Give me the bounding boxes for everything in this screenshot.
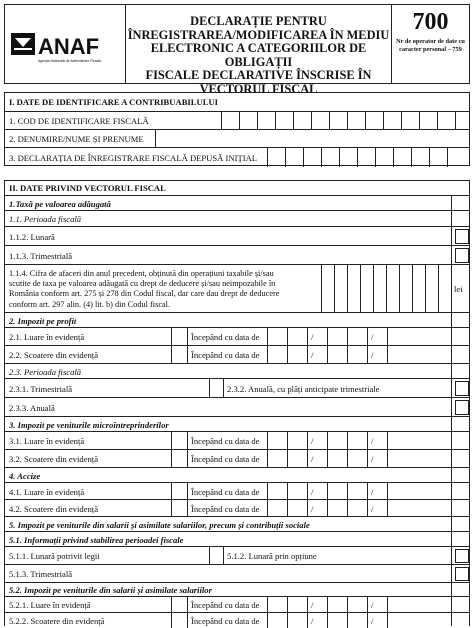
salarii-luare-checkbox[interactable] <box>171 597 187 613</box>
salarii-row <box>5 516 469 532</box>
salarii-luare-label: 5.2.1. Luare în evidență <box>9 600 91 610</box>
incepand-label: Începând cu data de <box>191 503 260 514</box>
profit-anuala-label: 2.3.3. Anuală <box>9 402 55 413</box>
tva-lunara-label: 1.1.2. Lunară <box>9 231 55 242</box>
tva-lunara-checkbox[interactable] <box>455 229 469 244</box>
section-identification <box>4 92 470 166</box>
section-vector-fiscal <box>4 180 470 626</box>
cifra-afaceri-line: conform art. 297 alin. (4) lit. b) din Codul fiscal. <box>9 299 171 309</box>
profit-scoatere-date[interactable]: / / <box>267 346 451 364</box>
tva-trimestriala-checkbox[interactable] <box>455 248 469 263</box>
micro-scoatere-label: 3.2. Scoatere din evidență <box>9 454 99 464</box>
salarii-scoatere-label: 5.2.2. Scoatere din evidență <box>9 615 105 626</box>
incepand-label: Începând cu data de <box>191 350 260 360</box>
profit-anuala-trim-checkbox[interactable] <box>455 381 469 396</box>
salarii-lunara-optiune-label: 5.1.2. Lunară prin opțiune <box>227 551 317 561</box>
cif-row <box>5 111 469 130</box>
tva-label: 1.Taxă pe valoarea adăugată <box>9 198 111 209</box>
cif-input[interactable] <box>221 112 469 130</box>
logo-area <box>5 5 126 83</box>
accize-scoatere-date[interactable]: / / <box>267 500 451 517</box>
accize-scoatere-label: 4.2. Scoatere din evidență <box>9 503 99 514</box>
tva-row <box>5 195 469 211</box>
cifra-afaceri-input[interactable] <box>321 265 451 313</box>
denumire-label: 2. DENUMIRE/NUME ȘI PRENUME <box>9 134 144 144</box>
form-title-line: ELECTRONIC A CATEGORIILOR DE OBLIGAȚII <box>150 41 367 69</box>
form-title-line: DECLARAȚIE PENTRU <box>190 14 327 28</box>
salarii-trimestriala-row <box>5 564 469 583</box>
incepand-label: Începând cu data de <box>191 486 260 497</box>
profit-anuala-checkbox[interactable] <box>455 400 469 415</box>
accize-row <box>5 467 469 483</box>
micro-luare-label: 3.1. Luare în evidență <box>9 436 85 446</box>
accize-label: 4. Accize <box>9 470 41 481</box>
salarii-info-row <box>5 531 469 547</box>
tva-lunara-row <box>5 226 469 246</box>
tva-period-label: 1.1. Perioada fiscală <box>9 214 82 224</box>
micro-label: 3. Impozit pe veniturile microîntreprinderilor <box>9 419 169 430</box>
salarii-label: 5. Impozit pe veniturile din salarii și asimilate salariilor, precum și contribuții sociale <box>9 519 310 530</box>
cifra-afaceri-line: scutite de taxa pe valoarea adăugată cu drept de deducere și/sau neimpozabile în <box>9 279 276 289</box>
impozit-profit-label: 2. Impozit pe profit <box>9 315 77 326</box>
accize-scoatere-checkbox[interactable] <box>171 500 187 517</box>
impozit-salarii-label: 5.2. Impozit pe veniturile din salarii și asimilate salariilor <box>9 585 212 595</box>
profit-luare-date[interactable]: / / <box>267 328 451 346</box>
denumire-row <box>5 129 469 148</box>
incepand-label: Începând cu data de <box>191 600 260 610</box>
profit-anuala-trim-label: 2.3.2. Anuală, cu plăți anticipate trimestriale <box>227 383 380 394</box>
salarii-lunara-row <box>5 546 469 565</box>
profit-scoatere-checkbox[interactable] <box>171 346 187 364</box>
profit-anuala-row <box>5 397 469 417</box>
micro-scoatere-row <box>5 449 469 468</box>
profit-luare-row <box>5 327 469 346</box>
form-number-note: Nr de operator de date cu caracter personal – 759 <box>396 38 465 53</box>
logo-text: ANAF <box>38 34 100 59</box>
salarii-lunara-legii-label: 5.1.1. Lunară potrivit legii <box>9 551 100 561</box>
salarii-luare-date[interactable]: / / <box>267 597 451 613</box>
profit-scoatere-label: 2.2. Scoatere din evidență <box>9 350 99 360</box>
accize-luare-row <box>5 482 469 500</box>
tva-trimestriala-label: 1.1.3. Trimestrială <box>9 250 73 261</box>
salarii-lunara-optiune-checkbox[interactable] <box>455 549 469 563</box>
declaratie-row <box>5 147 469 167</box>
incepand-label: Începând cu data de <box>191 332 260 342</box>
form-number-box <box>392 5 469 83</box>
incepand-label: Începând cu data de <box>191 615 260 626</box>
declaratie-input[interactable] <box>267 148 469 167</box>
salarii-luare-row <box>5 596 469 613</box>
section-1-title: I. DATE DE IDENTIFICARE A CONTRIBUABILULUI <box>9 96 218 107</box>
denumire-input[interactable] <box>155 130 469 148</box>
accize-luare-date[interactable]: / / <box>267 483 451 500</box>
profit-period-label: 2.3. Perioada fiscală <box>9 366 82 377</box>
incepand-label: Începând cu data de <box>191 454 260 464</box>
micro-luare-date[interactable]: / / <box>267 432 451 450</box>
form-header <box>4 4 470 96</box>
profit-luare-checkbox[interactable] <box>171 328 187 346</box>
anaf-logo-icon <box>5 5 126 83</box>
salarii-trimestriala-label: 5.1.3. Trimestrială <box>9 569 73 579</box>
profit-scoatere-row <box>5 345 469 364</box>
salarii-scoatere-date[interactable]: / / <box>267 613 451 628</box>
form-title-line: FISCALE DECLARATIVE ÎNSCRISE ÎN <box>145 68 372 83</box>
form-number: 700 <box>412 9 449 35</box>
lei-label: lei <box>454 284 463 294</box>
impozit-profit-row <box>5 312 469 328</box>
profit-trimestriala-row <box>5 378 469 398</box>
cif-label: 1. COD DE IDENTIFICARE FISCALĂ <box>9 116 149 126</box>
accize-luare-checkbox[interactable] <box>171 483 187 500</box>
cifra-afaceri-line: 1.1.4. Cifra de afaceri din anul precedent, obținută din operațiuni taxabile și/sau <box>9 269 274 278</box>
salarii-info-label: 5.1. Informații privind stabilirea perioadei fiscale <box>9 534 184 545</box>
logo-subtitle: Agenția Națională de Administrare Fiscală <box>38 59 101 63</box>
declaratie-label: 3. DECLARAȚIA DE ÎNREGISTRARE FISCALĂ DEPUSĂ INIȚIAL <box>9 152 258 163</box>
section-2-title-row <box>5 180 469 195</box>
profit-trimestriala-label: 2.3.1. Trimestrială <box>9 383 73 394</box>
impozit-salarii-row <box>5 582 469 597</box>
section-1-title-row <box>5 92 469 111</box>
tva-period-row <box>5 210 469 227</box>
cifra-afaceri-label <box>9 269 279 310</box>
profit-trimestriala-checkbox[interactable] <box>209 379 223 398</box>
form-title <box>126 5 392 96</box>
salarii-lunara-legii-checkbox[interactable] <box>209 547 223 565</box>
cifra-afaceri-row <box>5 264 469 313</box>
micro-row <box>5 416 469 432</box>
profit-period-row <box>5 363 469 379</box>
micro-luare-checkbox[interactable] <box>171 432 187 450</box>
incepand-label: Începând cu data de <box>191 436 260 446</box>
micro-scoatere-checkbox[interactable] <box>171 450 187 468</box>
profit-luare-label: 2.1. Luare în evidență <box>9 332 85 342</box>
tva-trimestriala-row <box>5 245 469 265</box>
cifra-afaceri-line: România conform art. 275 și 278 din Codul fiscal, dar care dau drept de deducere <box>9 289 280 299</box>
micro-scoatere-date[interactable]: / / <box>267 450 451 468</box>
micro-luare-row <box>5 431 469 450</box>
salarii-trimestriala-checkbox[interactable] <box>455 567 469 581</box>
form-title-line: VECTORUL FISCAL <box>199 81 318 96</box>
accize-luare-label: 4.1. Luare în evidență <box>9 486 85 497</box>
form-title-line: ÎNREGISTRAREA/MODIFICAREA ÎN MEDIU <box>127 27 390 42</box>
section-2-title: II. DATE PRIVIND VECTORUL FISCAL <box>9 182 166 193</box>
accize-scoatere-row <box>5 499 469 517</box>
